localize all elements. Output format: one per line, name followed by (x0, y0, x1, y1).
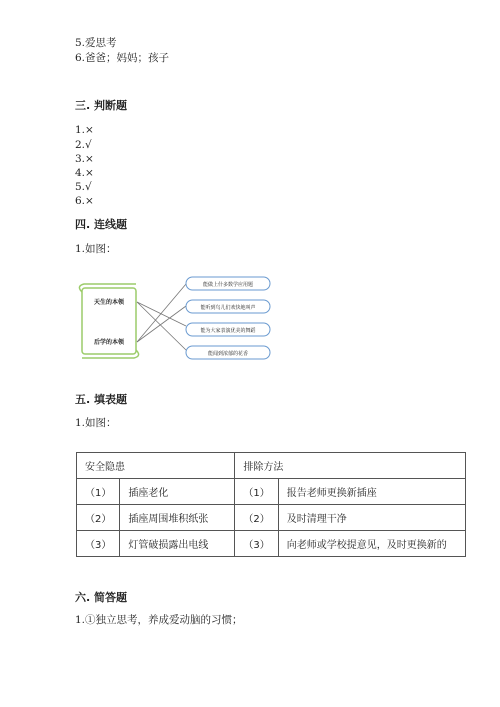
connecting-lines (137, 284, 186, 350)
table-row (77, 479, 466, 505)
table-cell: （2） (77, 505, 120, 531)
table-header-row (77, 453, 466, 479)
left-item: 后学的本领 (93, 339, 125, 346)
answer-line: 6.× (75, 195, 94, 207)
answer-line: 6.爸爸；妈妈；孩子 (75, 52, 170, 64)
table-header: 安全隐患 (77, 453, 235, 479)
answer-line: 1.①独立思考，养成爱动脑的习惯； (75, 614, 243, 626)
table-row (77, 531, 466, 557)
matching-diagram (74, 266, 284, 371)
table-cell: 插座老化 (120, 479, 235, 505)
answer-line: 1.如图： (75, 417, 117, 429)
table-cell: 插座周围堆积纸张 (120, 505, 235, 531)
table-row (77, 505, 466, 531)
answer-line: 5.√ (75, 181, 92, 193)
right-item: 能做上什多数学应用题 (202, 282, 254, 288)
answer-line: 5.爱思考 (75, 37, 117, 49)
right-item-box (186, 323, 270, 336)
right-item: 能闻到浓郁的花香 (207, 351, 249, 357)
table-header: 排除方法 (235, 453, 465, 479)
table-cell: （3） (235, 531, 278, 557)
table-cell: 向老师或学校提意见，及时更换新的 (278, 531, 465, 557)
table-cell: 灯管破损露出电线 (120, 531, 235, 557)
table-cell: （1） (235, 479, 278, 505)
table-cell: （2） (235, 505, 278, 531)
answer-line: 4.× (75, 167, 94, 179)
safety-table (76, 452, 466, 557)
answer-line: 1.如图： (75, 243, 117, 255)
table-cell: （3） (77, 531, 120, 557)
section-heading: 六. 简答题 (75, 591, 128, 604)
table-cell: 报告老师更换新插座 (278, 479, 465, 505)
right-item: 能听到鸟儿们欢快地叫声 (200, 305, 256, 311)
answer-line: 3.× (75, 153, 94, 165)
table-cell: 及时清理干净 (278, 505, 465, 531)
right-item-box (186, 277, 270, 290)
answer-line: 1.× (75, 124, 94, 136)
table-cell: （1） (77, 479, 120, 505)
answer-line: 2.√ (75, 139, 92, 151)
section-heading: 三. 判断题 (75, 99, 128, 112)
right-item: 能为大家表演优美的舞蹈 (200, 328, 256, 334)
scroll-shape (79, 284, 138, 358)
right-item-box (186, 346, 270, 359)
section-heading: 四. 连线题 (75, 218, 128, 231)
section-heading: 五. 填表题 (75, 393, 128, 406)
right-item-box (186, 300, 270, 313)
left-item: 天生的本领 (93, 299, 125, 306)
